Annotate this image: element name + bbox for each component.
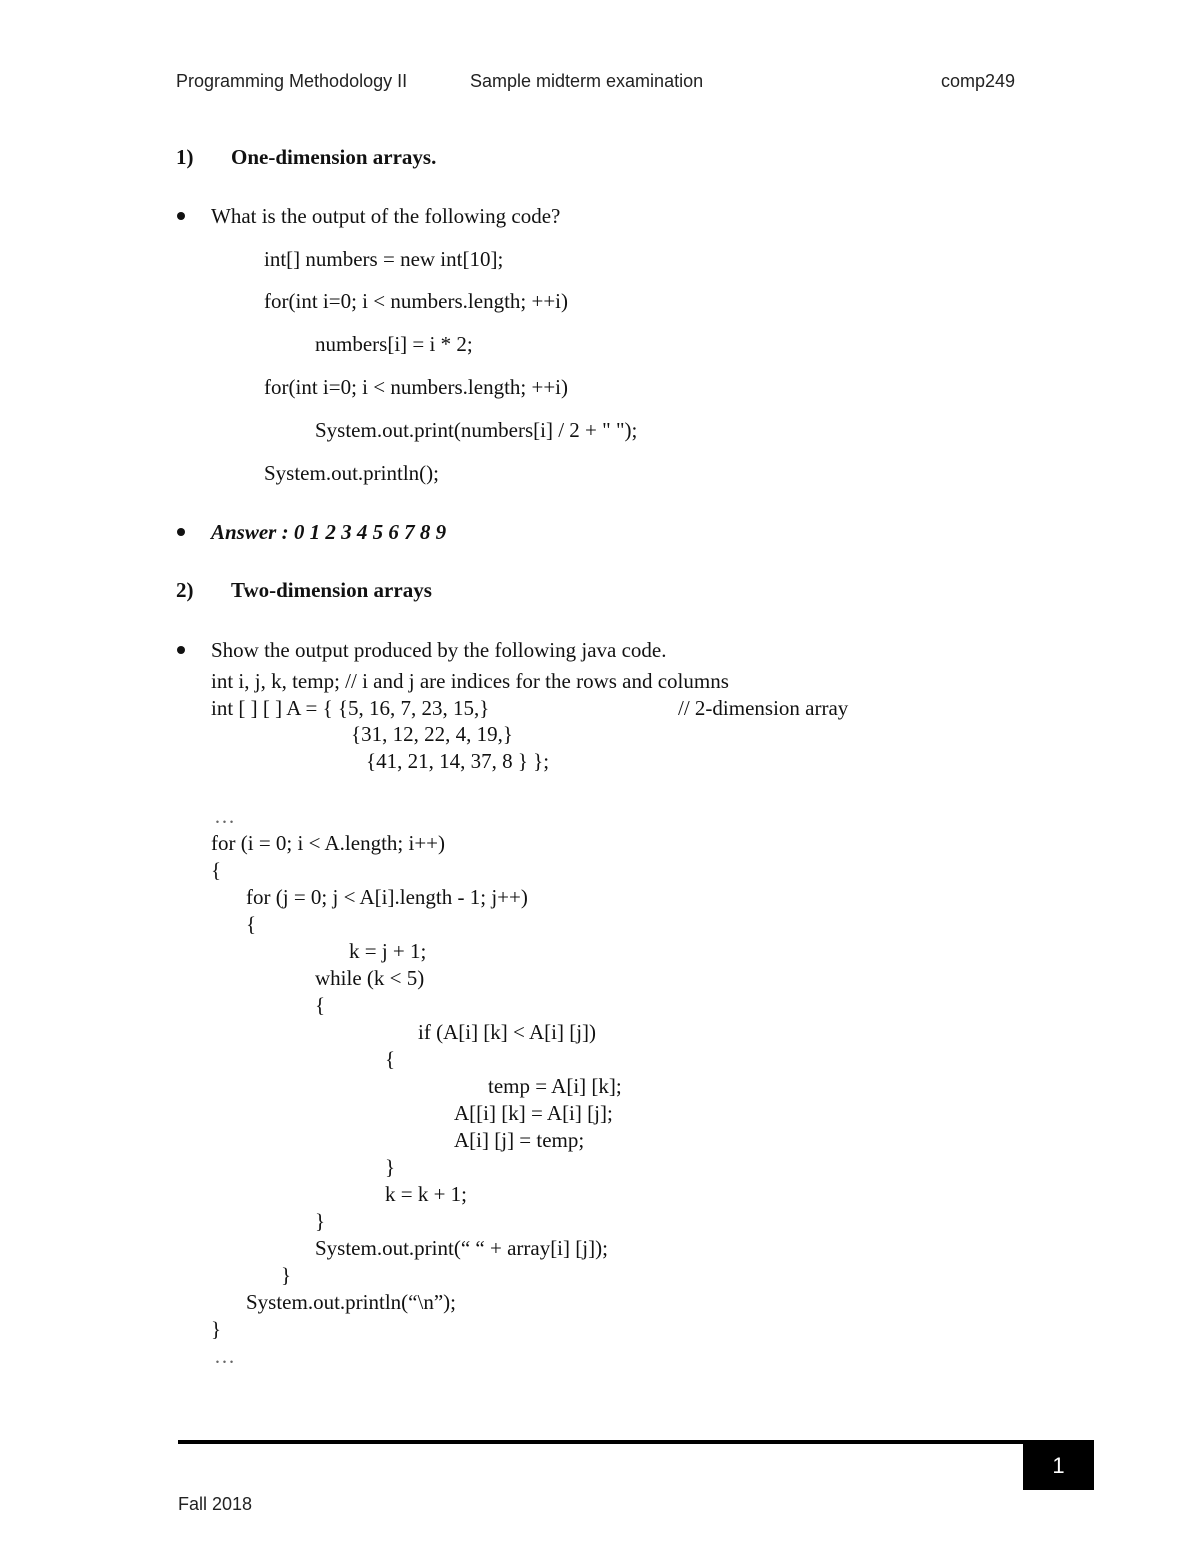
header-course-code: comp249 bbox=[941, 71, 1016, 91]
code-line: for (i = 0; i < A.length; i++) bbox=[211, 831, 446, 855]
section-2-question: Show the output produced by the following java code. bbox=[211, 638, 667, 662]
header-exam-title: Sample midterm examination bbox=[470, 71, 704, 91]
code-line: { bbox=[315, 993, 326, 1017]
code-line: } bbox=[211, 1317, 222, 1341]
footer-term: Fall 2018 bbox=[178, 1494, 253, 1514]
section-2-number: 2) bbox=[176, 578, 194, 602]
code-line: System.out.println(); bbox=[264, 461, 439, 485]
ellipsis: … bbox=[214, 1344, 235, 1368]
bullet-icon bbox=[177, 212, 185, 220]
bullet-icon bbox=[177, 646, 185, 654]
footer-divider bbox=[178, 1440, 1094, 1444]
code-line: { bbox=[211, 858, 222, 882]
code-line: {41, 21, 14, 37, 8 } }; bbox=[366, 749, 550, 773]
code-line: while (k < 5) bbox=[315, 966, 425, 990]
section-1-title: One-dimension arrays. bbox=[231, 145, 437, 169]
code-line: if (A[i] [k] < A[i] [j]) bbox=[418, 1020, 597, 1044]
page-number-box bbox=[1023, 1441, 1094, 1490]
code-line: System.out.print(numbers[i] / 2 + " "); bbox=[315, 418, 638, 442]
code-comment: // 2-dimension array bbox=[678, 696, 849, 720]
code-line: int[] numbers = new int[10]; bbox=[264, 247, 504, 271]
section-1-question: What is the output of the following code? bbox=[211, 204, 561, 228]
header-course: Programming Methodology II bbox=[176, 71, 408, 91]
code-line: A[i] [j] = temp; bbox=[454, 1128, 585, 1152]
code-line: System.out.print(“ “ + array[i] [j]); bbox=[315, 1236, 608, 1260]
code-line: {31, 12, 22, 4, 19,} bbox=[351, 722, 513, 746]
page-number: 1 bbox=[1052, 1452, 1065, 1478]
code-line: int [ ] [ ] A = { {5, 16, 7, 23, 15,} bbox=[211, 696, 490, 720]
code-line: for (j = 0; j < A[i].length - 1; j++) bbox=[246, 885, 528, 909]
section-2-title: Two-dimension arrays bbox=[231, 578, 432, 602]
code-line: } bbox=[281, 1263, 292, 1287]
bullet-icon bbox=[177, 528, 185, 536]
section-1-answer: Answer : 0 1 2 3 4 5 6 7 8 9 bbox=[211, 520, 447, 544]
code-line: k = j + 1; bbox=[349, 939, 427, 963]
code-line: for(int i=0; i < numbers.length; ++i) bbox=[264, 375, 568, 399]
code-line: numbers[i] = i * 2; bbox=[315, 332, 473, 356]
code-line: for(int i=0; i < numbers.length; ++i) bbox=[264, 289, 568, 313]
code-line: } bbox=[385, 1155, 396, 1179]
code-line: { bbox=[246, 912, 257, 936]
code-line: k = k + 1; bbox=[385, 1182, 468, 1206]
code-line: temp = A[i] [k]; bbox=[488, 1074, 622, 1098]
code-line: int i, j, k, temp; // i and j are indices for the rows and columns bbox=[211, 669, 729, 693]
code-line: { bbox=[385, 1047, 396, 1071]
ellipsis: … bbox=[214, 804, 235, 828]
code-line: A[[i] [k] = A[i] [j]; bbox=[454, 1101, 613, 1125]
code-line: } bbox=[315, 1209, 326, 1233]
section-1-number: 1) bbox=[176, 145, 194, 169]
code-line: System.out.println(“\n”); bbox=[246, 1290, 456, 1314]
